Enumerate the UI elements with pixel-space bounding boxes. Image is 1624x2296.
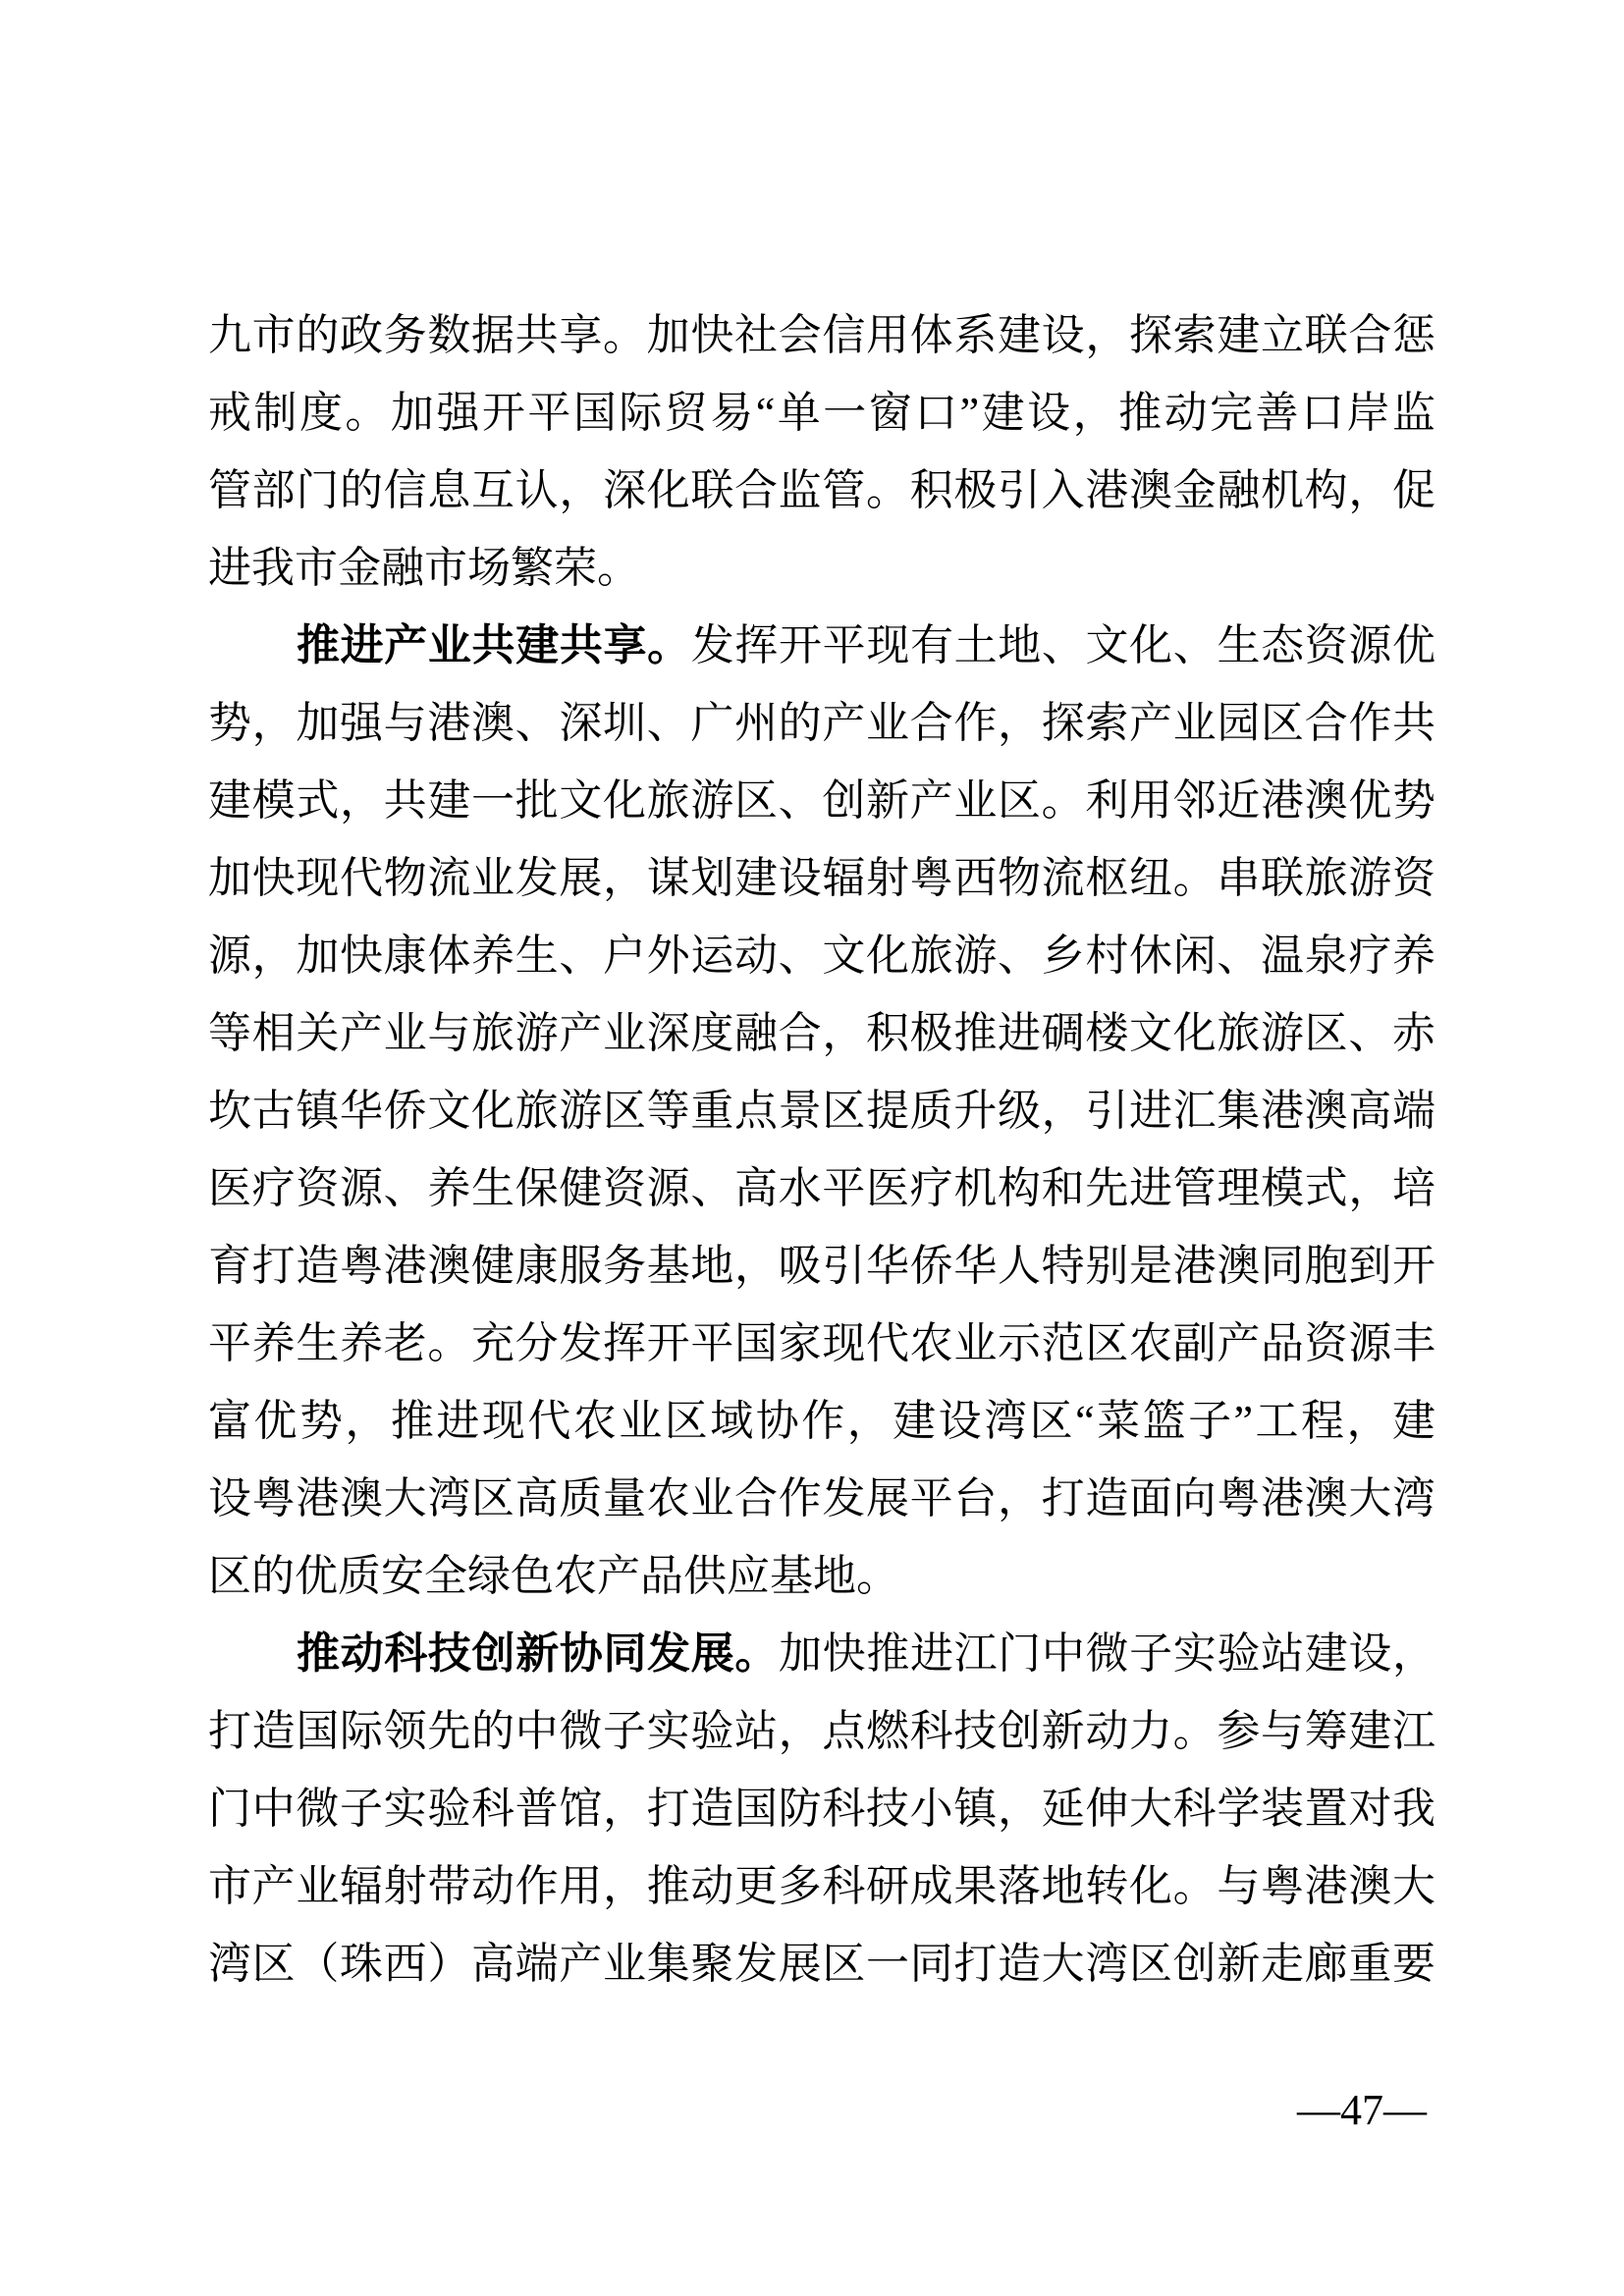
line-text: 进我市金融市场繁荣。 [208,544,640,592]
line-text: 戒制度。加强开平国际贸易“单一窗口”建设，推动完善口岸监 [208,389,1435,437]
line-text: 门中微子实验科普馆，打造国防科技小镇，延伸大科学装置对我 [208,1785,1435,1833]
line-text: 管部门的信息互认，深化联合监管。积极引入港澳金融机构，促 [208,466,1435,514]
text-line [208,1692,1435,1770]
line-text: 源，加快康体养生、户外运动、文化旅游、乡村休闲、温泉疗养 [208,932,1435,980]
line-text: 坎古镇华侨文化旅游区等重点景区提质升级，引进汇集港澳高端 [208,1087,1435,1135]
line-text: 湾区（珠西）高端产业集聚发展区一同打造大湾区创新走廊重要 [208,1940,1435,1988]
text-line [208,1227,1435,1305]
text-line [208,994,1435,1072]
text-line [208,1305,1435,1382]
line-text: 医疗资源、养生保健资源、高水平医疗机构和先进管理模式，培 [208,1164,1435,1212]
text-line [208,1615,1435,1692]
text-block [208,296,1435,2002]
line-text: 加快推进江门中微子实验站建设， [779,1629,1436,1678]
text-line [208,1537,1435,1615]
text-line [208,1770,1435,1847]
paragraph-lead: 推进产业共建共享。 [297,621,691,669]
line-text: 设粤港澳大湾区高质量农业合作发展平台，打造面向粤港澳大湾 [208,1474,1435,1522]
paragraph-lead: 推动科技创新协同发展。 [297,1629,780,1678]
line-text: 建模式，共建一批文化旅游区、创新产业区。利用邻近港澳优势 [208,776,1435,825]
text-line [208,529,1435,607]
text-line [208,452,1435,529]
line-text: 区的优质安全绿色农产品供应基地。 [208,1552,899,1600]
line-text: 打造国际领先的中微子实验站，点燃科技创新动力。参与筹建江 [208,1707,1435,1755]
text-line [208,1382,1435,1460]
text-line [208,917,1435,994]
text-line [208,762,1435,839]
text-line [208,1072,1435,1149]
line-text: 等相关产业与旅游产业深度融合，积极推进碉楼文化旅游区、赤 [208,1009,1435,1057]
text-line [208,374,1435,452]
page-number: —47— [1297,2086,1427,2134]
text-line [208,684,1435,762]
text-line [208,296,1435,374]
line-text: 平养生养老。充分发挥开平国家现代农业示范区农副产品资源丰 [208,1319,1435,1367]
text-line [208,1925,1435,2002]
text-line [208,839,1435,917]
line-text: 发挥开平现有土地、文化、生态资源优 [690,621,1436,669]
text-line [208,1149,1435,1227]
text-line [208,1460,1435,1537]
line-text: 富优势，推进现代农业区域协作，建设湾区“菜篮子”工程，建 [208,1397,1435,1445]
line-text: 市产业辐射带动作用，推动更多科研成果落地转化。与粤港澳大 [208,1862,1435,1910]
line-text: 势，加强与港澳、深圳、广州的产业合作，探索产业园区合作共 [208,699,1435,747]
text-line [208,1847,1435,1925]
line-text: 育打造粤港澳健康服务基地，吸引华侨华人特别是港澳同胞到开 [208,1242,1435,1290]
line-text: 加快现代物流业发展，谋划建设辐射粤西物流枢纽。串联旅游资 [208,854,1435,902]
line-text: 九市的政务数据共享。加快社会信用体系建设，探索建立联合惩 [208,311,1435,359]
text-line [208,607,1435,684]
